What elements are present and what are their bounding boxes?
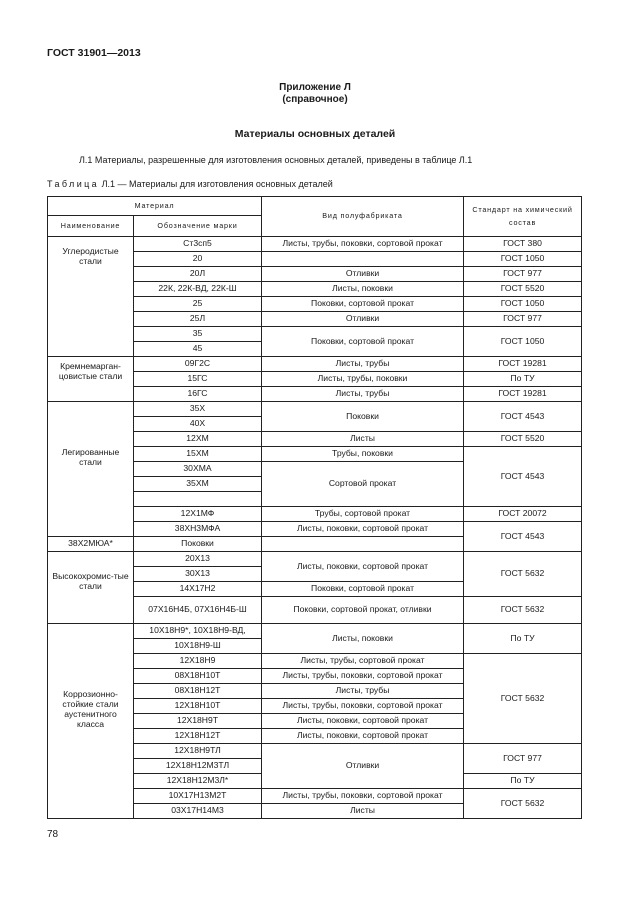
- standard-cell: По ТУ: [464, 774, 582, 789]
- grade-cell: 12Х18Н12Т: [134, 729, 262, 744]
- grade-cell: 45: [134, 342, 262, 357]
- grade-cell: 12Х18Н9ТЛ: [134, 744, 262, 759]
- grade-cell: 12Х18Н12М3Л*: [134, 774, 262, 789]
- form-cell: Поковки, сортовой прокат, отливки: [262, 597, 464, 624]
- appendix-title: Приложение Л: [279, 82, 351, 93]
- form-cell: Поковки, сортовой прокат: [262, 582, 464, 597]
- standard-cell: ГОСТ 1050: [464, 252, 582, 267]
- form-cell: Листы, трубы, поковки: [262, 372, 464, 387]
- form-cell: Отливки: [262, 267, 464, 282]
- standard-cell: ГОСТ 5632: [464, 654, 582, 744]
- form-cell: Листы, поковки: [262, 282, 464, 297]
- grade-cell: 20: [134, 252, 262, 267]
- grade-cell: 12Х18Н10Т: [134, 699, 262, 714]
- group-carbon: Углеродистые стали: [48, 237, 134, 357]
- table-caption: [47, 179, 333, 189]
- standard-cell: ГОСТ 4543: [464, 402, 582, 432]
- header-material: Материал: [48, 197, 262, 216]
- table-caption-text: Л.1 — Материалы для изготовления основных деталей: [99, 179, 333, 189]
- standard-cell: ГОСТ 4543: [464, 522, 582, 552]
- group-alloy: Легированные стали: [48, 402, 134, 537]
- document-code: ГОСТ 31901—2013: [47, 47, 141, 59]
- form-cell: Трубы, сортовой прокат: [262, 507, 464, 522]
- standard-cell: ГОСТ 4543: [464, 447, 582, 507]
- header-form: Вид полуфабриката: [262, 197, 464, 237]
- form-cell: Листы, поковки: [262, 624, 464, 654]
- grade-cell: 30Х13: [134, 567, 262, 582]
- form-cell: Поковки, сортовой прокат: [262, 297, 464, 312]
- grade-cell: 15ХМ: [134, 447, 262, 462]
- form-cell: Листы, трубы, поковки, сортовой прокат: [262, 669, 464, 684]
- standard-cell: ГОСТ 5520: [464, 282, 582, 297]
- grade-cell: 35: [134, 327, 262, 342]
- form-cell: Листы, трубы: [262, 357, 464, 372]
- grade-cell: 25: [134, 297, 262, 312]
- standard-cell: ГОСТ 977: [464, 312, 582, 327]
- grade-cell: 30ХМА: [134, 462, 262, 477]
- form-cell: Листы, трубы: [262, 684, 464, 699]
- form-cell: Листы, трубы, поковки, сортовой прокат: [262, 699, 464, 714]
- appendix-subtitle: (справочное): [282, 94, 348, 105]
- grade-cell: 12Х18Н12М3ТЛ: [134, 759, 262, 774]
- standard-cell: ГОСТ 5632: [464, 789, 582, 819]
- form-cell: Листы, трубы, поковки, сортовой прокат: [262, 237, 464, 252]
- group-high-chromium: Высокохромис-тые стали: [48, 552, 134, 624]
- form-cell: Сортовой прокат: [262, 462, 464, 507]
- header-grade: Обозначение марки: [134, 216, 262, 237]
- grade-cell: 35Х: [134, 402, 262, 417]
- grade-cell: 03Х17Н14М3: [134, 804, 262, 819]
- intro-paragraph: Л.1 Материалы, разрешенные для изготовления основных деталей, приведены в таблице Л.1: [79, 155, 473, 165]
- grade-cell: 07Х16Н4Б, 07Х16Н4Б-Ш: [134, 597, 262, 624]
- standard-cell: ГОСТ 977: [464, 744, 582, 774]
- grade-cell: 38ХН3МФА: [134, 522, 262, 537]
- grade-cell: 08Х18Н12Т: [134, 684, 262, 699]
- page-number: 78: [47, 829, 59, 840]
- grade-cell: 10Х18Н9*, 10Х18Н9-ВД,: [134, 624, 262, 639]
- form-cell: Отливки: [262, 312, 464, 327]
- form-cell: Листы: [262, 432, 464, 447]
- standard-cell: ГОСТ 5632: [464, 552, 582, 597]
- standard-cell: ГОСТ 19281: [464, 357, 582, 372]
- grade-cell: 16ГС: [134, 387, 262, 402]
- grade-cell: 35ХМ: [134, 477, 262, 492]
- form-cell: Листы, поковки, сортовой прокат: [262, 729, 464, 744]
- materials-table: [47, 196, 582, 819]
- grade-cell: 25Л: [134, 312, 262, 327]
- standard-cell: ГОСТ 1050: [464, 327, 582, 357]
- grade-cell: 12ХМ: [134, 432, 262, 447]
- standard-cell: ГОСТ 5520: [464, 432, 582, 447]
- form-cell: Поковки, сортовой прокат: [262, 327, 464, 357]
- standard-cell: ГОСТ 380: [464, 237, 582, 252]
- form-cell: [262, 252, 464, 267]
- grade-cell: 22К, 22К-ВД, 22К-Ш: [134, 282, 262, 297]
- standard-cell: ГОСТ 19281: [464, 387, 582, 402]
- standard-cell: ГОСТ 20072: [464, 507, 582, 522]
- form-cell: Листы, поковки, сортовой прокат: [262, 552, 464, 582]
- header-name: Наименование: [48, 216, 134, 237]
- grade-cell: 12Х18Н9Т: [134, 714, 262, 729]
- form-cell: Отливки: [262, 744, 464, 789]
- standard-cell: ГОСТ 1050: [464, 297, 582, 312]
- grade-cell: 15ГС: [134, 372, 262, 387]
- form-cell: Листы: [262, 804, 464, 819]
- grade-cell: 12Х18Н9: [134, 654, 262, 669]
- grade-cell: 09Г2С: [134, 357, 262, 372]
- form-cell: Поковки: [134, 537, 262, 552]
- grade-cell: 38Х2МЮА*: [48, 537, 134, 552]
- grade-cell: 10Х17Н13М2Т: [134, 789, 262, 804]
- grade-cell: 40Х: [134, 417, 262, 432]
- standard-cell: ГОСТ 5632: [464, 597, 582, 624]
- grade-cell: 10Х18Н9-Ш: [134, 639, 262, 654]
- grade-cell: 20Х13: [134, 552, 262, 567]
- form-cell: Листы, поковки, сортовой прокат: [262, 522, 464, 537]
- group-si-mn: Кремнемарган-цовистые стали: [48, 357, 134, 402]
- grade-cell: Ст3сп5: [134, 237, 262, 252]
- grade-cell: 14Х17Н2: [134, 582, 262, 597]
- grade-cell: 12Х1МФ: [134, 507, 262, 522]
- grade-cell: 20Л: [134, 267, 262, 282]
- section-title: Материалы основных деталей: [234, 128, 396, 140]
- grade-cell: [134, 492, 262, 507]
- table-caption-word: Таблица: [47, 179, 100, 189]
- standard-cell: По ТУ: [464, 624, 582, 654]
- group-corrosion-resistant: Коррозионно-стойкие стали аустенитного класса: [48, 624, 134, 819]
- form-cell: Листы, трубы, сортовой прокат: [262, 654, 464, 669]
- form-cell: Трубы, поковки: [262, 447, 464, 462]
- form-cell: Поковки: [262, 402, 464, 432]
- header-standard: Стандарт на химический состав: [464, 197, 582, 237]
- form-cell: Листы, трубы: [262, 387, 464, 402]
- form-cell: Листы, трубы, поковки, сортовой прокат: [262, 789, 464, 804]
- grade-cell: 08Х18Н10Т: [134, 669, 262, 684]
- standard-cell: По ТУ: [464, 372, 582, 387]
- standard-cell: ГОСТ 977: [464, 267, 582, 282]
- form-cell: Листы, поковки, сортовой прокат: [262, 714, 464, 729]
